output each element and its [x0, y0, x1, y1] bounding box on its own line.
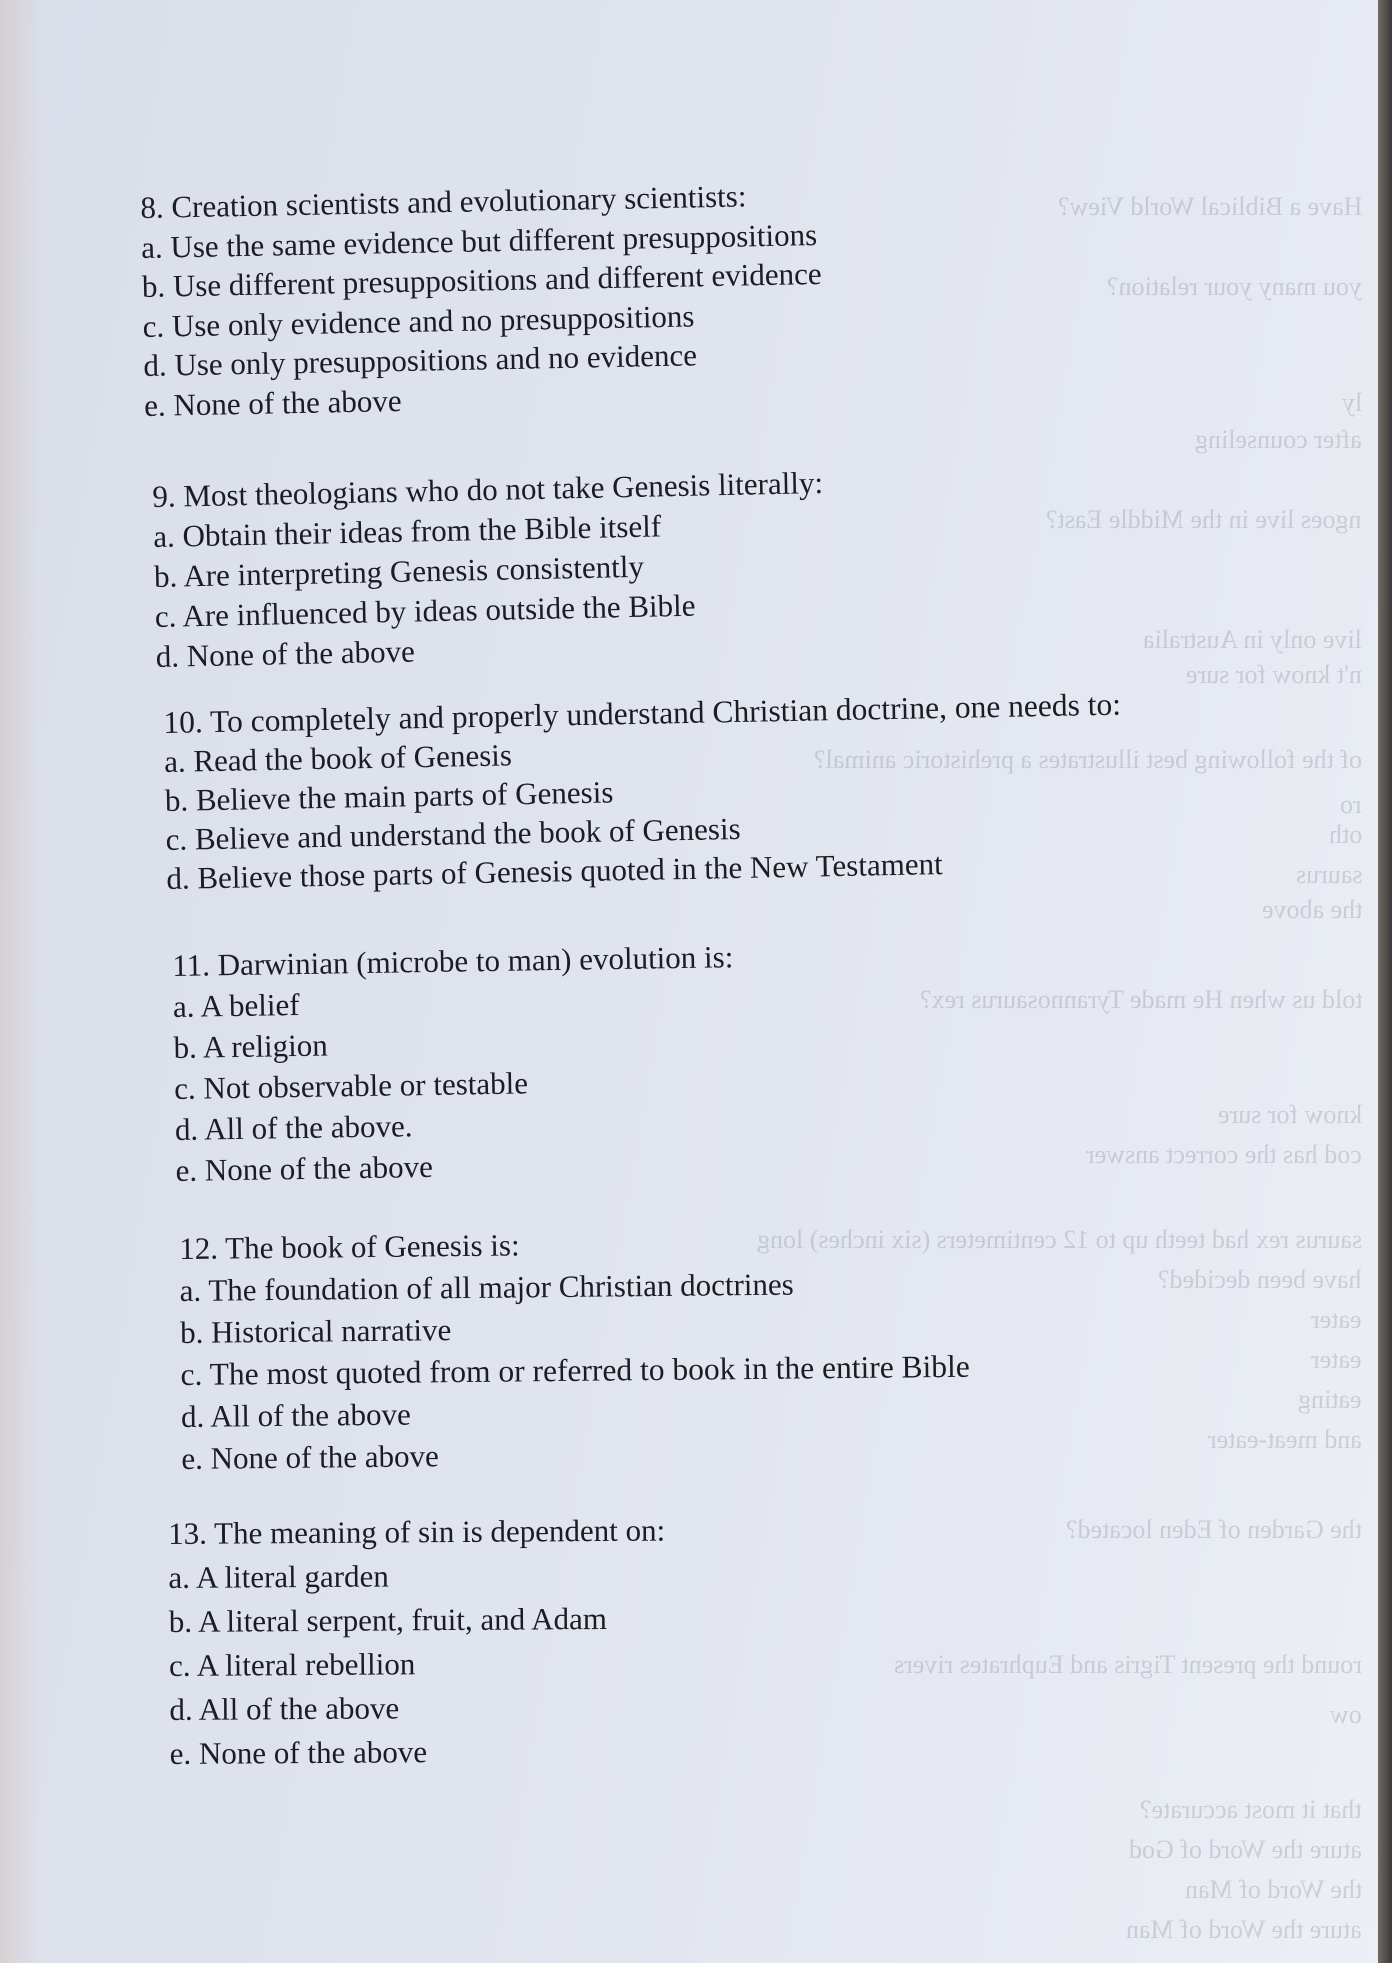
answer-option-d: d. Use only presuppositions and no evidence	[143, 337, 698, 383]
answer-option-c: c. Use only evidence and no presuppositions	[142, 297, 695, 344]
answer-option-e: e. None of the above	[169, 1734, 428, 1771]
answer-option-b: b. A religion	[173, 1027, 329, 1065]
question-9	[152, 463, 827, 677]
answer-option-c: c. Believe and understand the book of Genesis	[165, 810, 741, 857]
question-title: 11. Darwinian (microbe to man) evolution is:	[172, 939, 734, 983]
answer-option-e: e. None of the above	[143, 382, 402, 423]
answer-option-e: e. None of the above	[175, 1148, 434, 1188]
answer-option-d: d. All of the above	[180, 1396, 412, 1434]
answer-option-b: b. Historical narrative	[179, 1312, 452, 1350]
answer-option-d: d. All of the above.	[174, 1108, 413, 1147]
question-title: 9. Most theologians who do not take Genesis literally:	[152, 464, 824, 514]
answer-option-d: d. None of the above	[155, 633, 416, 674]
question-title: 12. The book of Genesis is:	[179, 1227, 520, 1266]
answer-option-b: b. Believe the main parts of Genesis	[164, 774, 614, 818]
answer-option-a: a. A literal garden	[168, 1558, 389, 1595]
question-11	[172, 936, 737, 1191]
answer-option-a: a. The foundation of all major Christian doctrines	[179, 1266, 794, 1308]
answer-option-d: d. Believe those parts of Genesis quoted in the New Testament	[166, 846, 943, 896]
answer-option-a: a. Obtain their ideas from the Bible itself	[152, 508, 662, 554]
answer-option-c: c. Are influenced by ideas outside the Bible	[154, 587, 696, 634]
answer-option-b: b. Are interpreting Genesis consistently	[153, 548, 645, 594]
answer-option-b: b. Use different presuppositions and different evidence	[141, 255, 822, 304]
answer-option-c: c. The most quoted from or referred to book in the entire Bible	[180, 1348, 971, 1392]
question-13	[168, 1509, 667, 1776]
question-8	[140, 175, 824, 425]
answer-option-e: e. None of the above	[181, 1438, 439, 1476]
answer-option-d: d. All of the above	[169, 1690, 400, 1727]
answer-option-c: c. Not observable or testable	[173, 1065, 529, 1106]
question-title: 13. The meaning of sin is dependent on:	[168, 1512, 666, 1551]
question-12	[179, 1220, 971, 1480]
answer-option-c: c. A literal rebellion	[168, 1646, 416, 1683]
answer-option-b: b. A literal serpent, fruit, and Adam	[168, 1600, 608, 1639]
question-10	[163, 685, 1124, 898]
page-edge-shadow	[1378, 0, 1392, 1963]
answer-option-a: a. Use the same evidence but different presuppositions	[140, 216, 818, 265]
question-title: 8. Creation scientists and evolutionary scientists:	[140, 178, 747, 225]
answer-option-a: a. Read the book of Genesis	[163, 737, 513, 779]
show-through-text: Have a Biblical World View? you many your relation? ly after counseling ngoes live in the Middle East? live only in Australia n't know for sure of the following best illustrates a prehistoric animal? ro oth saurus the above told us when He made Tyrannosaurus rex? know for sure cod has the correct answer saurus rex had teeth up to 12 centimeters (six inches) long have been decided? eater eater eating and meat-eater the Garden of Eden located? round the present Tigris and Euphrates rivers ow that it most accurate? ature the Word of God the Word of Man ature the Word of Man	[756, 192, 1362, 1944]
question-title: 10. To completely and properly understand Christian doctrine, one needs to:	[163, 686, 1122, 740]
answer-option-a: a. A belief	[172, 987, 300, 1024]
